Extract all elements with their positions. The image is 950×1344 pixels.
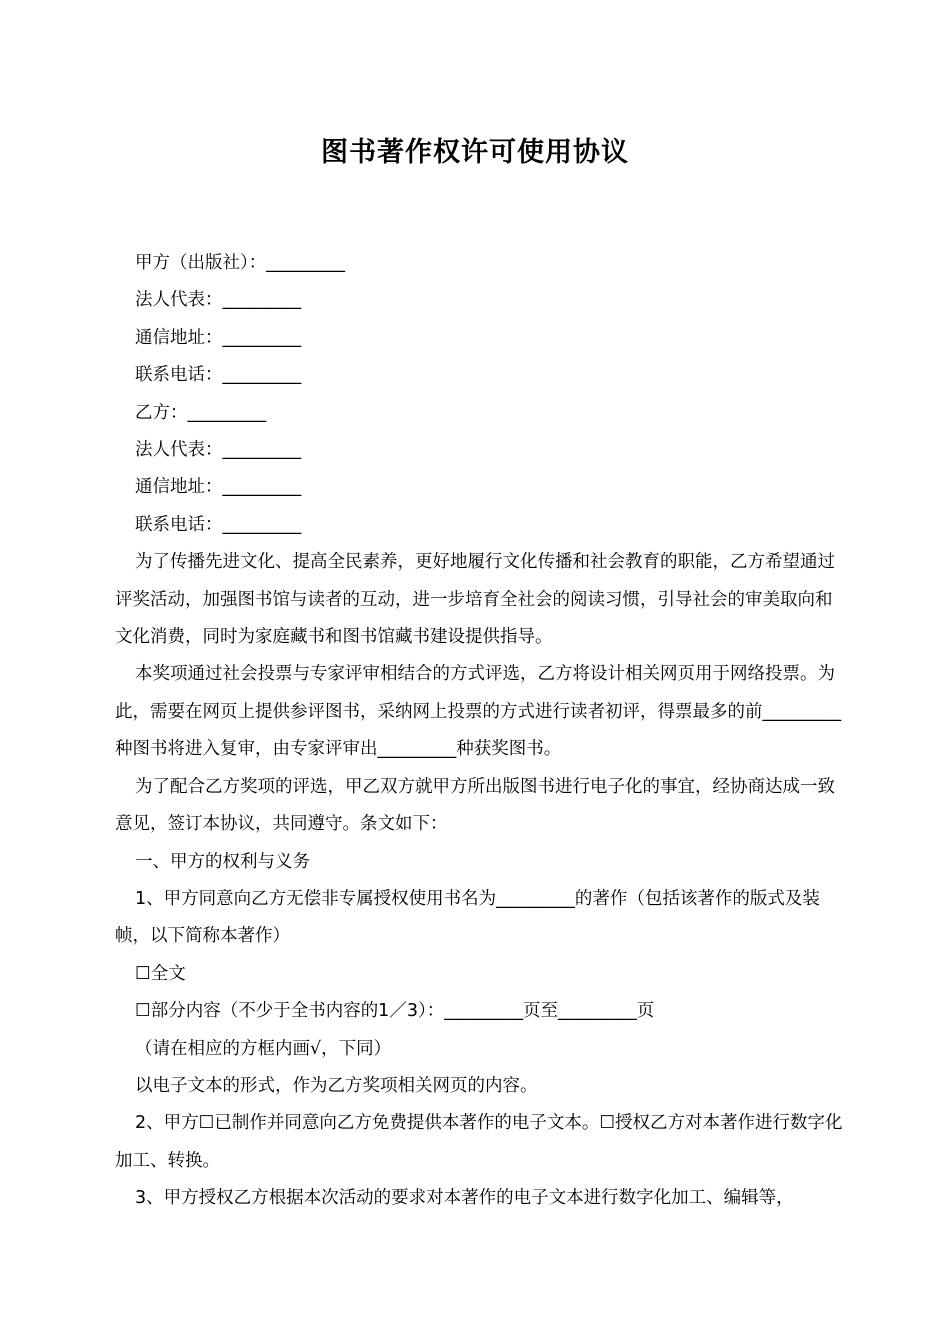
clause-3: 3、甲方授权乙方根据本次活动的要求对本著作的电子文本进行数字化加工、编辑等， [135,1188,794,1209]
party-a-publisher-line: 甲方（出版社）：_________ [135,253,345,273]
electronic-form-line: 以电子文本的形式，作为乙方奖项相关网页的内容。 [135,1075,538,1096]
option-full-text: ☐全文 [135,963,186,984]
section-heading-party-a-rights: 一、甲方的权利与义务 [135,851,310,872]
option-partial-content: ☐部分内容（不少于全书内容的1／3）：_________页至_________页 [135,1001,655,1022]
party-a-phone-line: 联系电话：_________ [135,365,302,386]
voting-paragraph: 本奖项通过社会投票与专家评审相结合的方式评选，乙方将设计相关网页用于网络投票。为此，需要在网页上提供参评图书，采纳网上投票的方式进行读者初评，得票最多的前_________种图书将进入复审，由专家评审出_________种获奖图书。 [115,664,842,760]
party-b-address-line: 通信地址：_________ [135,477,302,498]
party-b-legal-rep-line: 法人代表：_________ [135,440,302,461]
clause-1: 1、甲方同意向乙方无偿非专属授权使用书名为_________的著作（包括该著作的版式及装帧，以下简称本著作） [115,888,820,947]
purpose-paragraph: 为了传播先进文化、提高全民素养，更好地履行文化传播和社会教育的职能，乙方希望通过评奖活动，加强图书馆与读者的互动，进一步培育全社会的阅读习惯，引导社会的审美取向和文化消费，同时为家庭藏书和图书馆藏书建设提供指导。 [115,552,835,648]
party-a-legal-rep-line: 法人代表：_________ [135,290,302,311]
party-b-phone-line: 联系电话：_________ [135,514,302,535]
document-title: 图书著作权许可使用协议 [321,137,629,168]
clause-2: 2、甲方☐已制作并同意向乙方免费提供本著作的电子文本。☐授权乙方对本著作进行数字化加工、转换。 [115,1113,843,1171]
agreement-intro-paragraph: 为了配合乙方奖项的评选，甲乙双方就甲方所出版图书进行电子化的事宜，经协商达成一致意见，签订本协议，共同遵守。条文如下： [115,776,835,835]
document-body [115,245,845,1218]
party-b-line: 乙方：_________ [135,402,267,423]
checkbox-instruction-note: （请在相应的方框内画√，下同） [135,1038,392,1059]
party-a-address-line: 通信地址：_________ [135,327,302,348]
